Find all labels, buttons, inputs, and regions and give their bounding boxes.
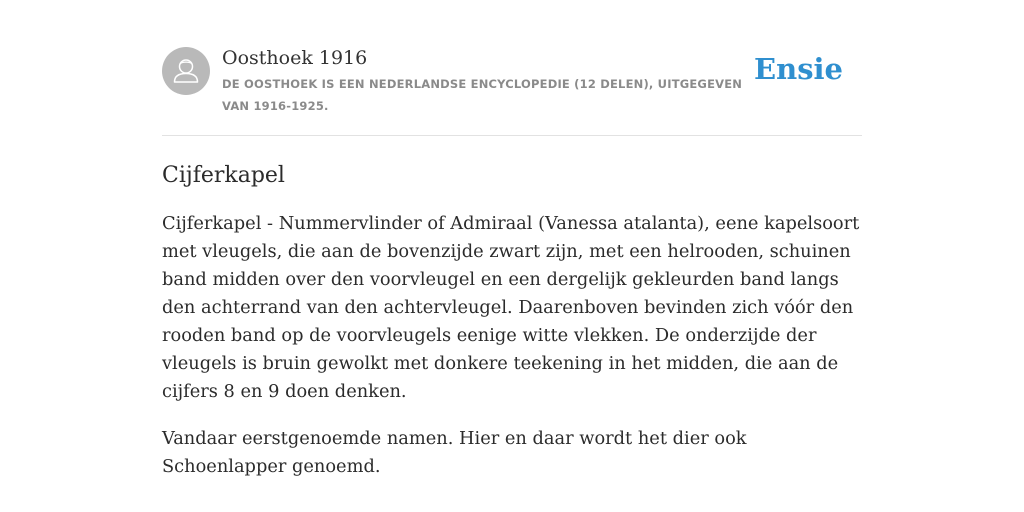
brand-logo[interactable]: Ensie <box>754 52 843 86</box>
entry-paragraph: Cijferkapel - Nummervlinder of Admiraal (Vanessa atalanta), eene kapelsoort met vleugels, die aan de bovenzijde zwart zijn, met een helrooden, schuinen band midden over den voorvleugel en een dergelijk gekleurden band langs den achterrand van den achtervleugel. Daarenboven bevinden zich vóór den rooden band op de voorvleugels eenige witte vlekken. De onderzijde der vleugels is bruin gewolkt met donkere teekening in het midden, die aan de cijfers 8 en 9 doen denken. <box>162 213 860 402</box>
source-title[interactable]: Oosthoek 1916 <box>222 47 368 69</box>
entry-body <box>162 210 862 481</box>
entry-title: Cijferkapel <box>162 163 285 188</box>
user-silhouette-icon <box>162 47 210 95</box>
source-header <box>162 45 862 136</box>
source-description: DE OOSTHOEK IS EEN NEDERLANDSE ENCYCLOPEDIE (12 DELEN), UITGEGEVEN VAN 1916-1925. <box>222 77 743 113</box>
entry-card <box>162 45 862 481</box>
avatar[interactable] <box>162 47 210 95</box>
entry-paragraph: Vandaar eerstgenoemde namen. Hier en daar wordt het dier ook Schoenlapper genoemd. <box>162 428 747 477</box>
